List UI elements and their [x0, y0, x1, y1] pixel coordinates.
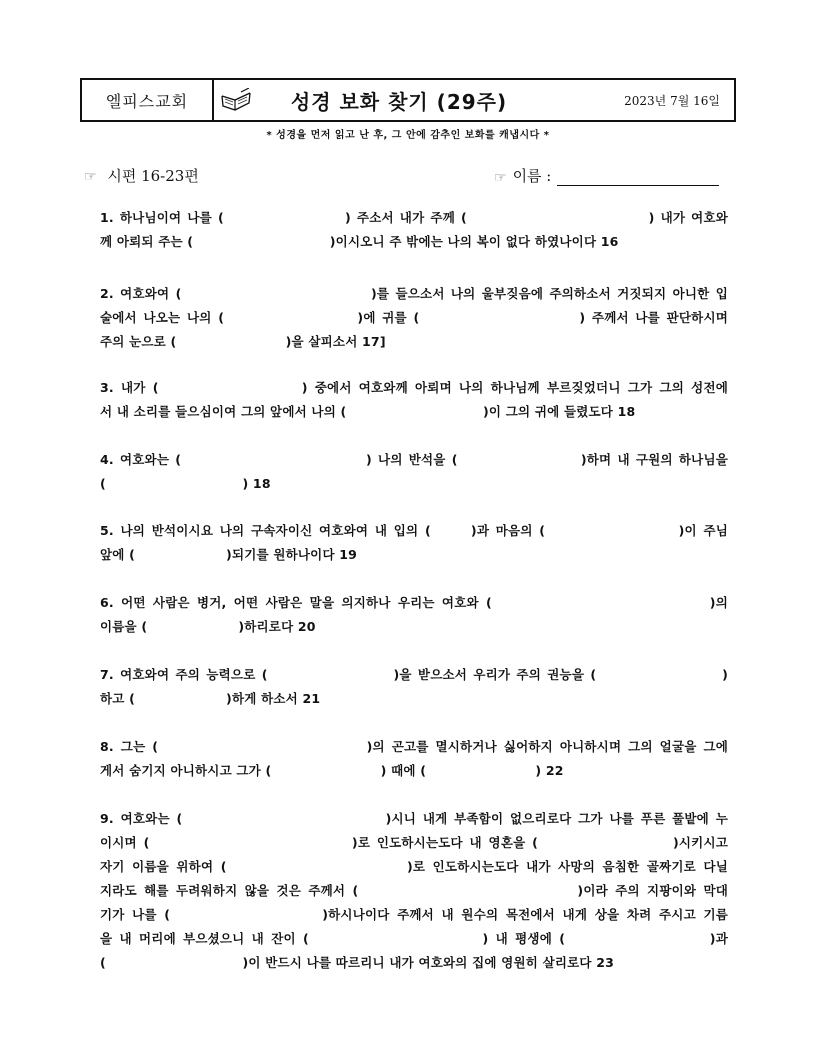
- church-name: 엘피스교회: [82, 80, 214, 120]
- question-1: [100, 206, 728, 254]
- worksheet-header: [80, 78, 736, 122]
- question-line: 2. 여호와여 ( )를 들으소서 나의 울부짖음에 주의하소서 거짓되지 아니한 입: [100, 286, 728, 301]
- question-line: 하고 ( )하게 하소서 21: [100, 691, 321, 706]
- question-line: 8. 그는 ( )의 곤고를 멸시하거나 싫어하지 아니하시며 그의 얼굴을 그에: [100, 739, 728, 754]
- question-line: 서 내 소리를 들으심이여 그의 앞에서 나의 ( )이 그의 귀에 들렸도다 18: [100, 404, 636, 419]
- question-line: ( )이 반드시 나를 따르리니 내가 여호와의 집에 영원히 살리로다 23: [100, 955, 615, 970]
- name-label: 이름 :: [512, 167, 552, 185]
- passage-reference: [84, 165, 199, 186]
- question-line: 이름을 ( )하리로다 20: [100, 619, 316, 634]
- instruction-text: * 성경을 먼저 읽고 난 후, 그 안에 감추인 보화를 캐냅시다 *: [266, 130, 550, 141]
- question-line: 게서 숨기지 아니하시고 그가 ( ) 때에 ( ) 22: [100, 763, 564, 778]
- question-7: [100, 663, 728, 711]
- question-line: 기가 나를 ( )하시나이다 주께서 내 원수의 목전에서 내게 상을 차려 주시고 기름: [100, 907, 728, 922]
- question-line: 자기 이름을 위하여 ( )로 인도하시는도다 내가 사망의 음침한 골짜기로 다닐: [100, 859, 728, 874]
- question-line: 6. 어떤 사람은 병거, 어떤 사람은 말을 의지하나 우리는 여호와 ( )의: [100, 595, 728, 610]
- worksheet-title: 성경 보화 찾기 (29주): [290, 89, 508, 114]
- name-blank-line[interactable]: [557, 167, 719, 186]
- name-field: [494, 165, 719, 186]
- question-6: [100, 591, 728, 639]
- question-line: 7. 여호와여 주의 능력으로 ( )을 받으소서 우리가 주의 권능을 ( ): [100, 667, 728, 682]
- pointing-hand-icon: ☞: [494, 170, 507, 186]
- question-line: 주의 눈으로 ( )을 살피소서 17]: [100, 334, 386, 349]
- question-line: 3. 내가 ( ) 중에서 여호와께 아뢰며 나의 하나님께 부르짖었더니 그가 그의 성전에: [100, 380, 728, 395]
- question-line: 께 아뢰되 주는 ( )이시오니 주 밖에는 나의 복이 없다 하였나이다 16: [100, 234, 619, 249]
- question-5: [100, 519, 728, 567]
- question-line: 술에서 나오는 나의 ( )에 귀를 ( ) 주께서 나를 판단하시며: [100, 310, 728, 325]
- question-line: 1. 하나님이여 나를 ( ) 주소서 내가 주께 ( ) 내가 여호와: [100, 210, 728, 225]
- open-book-icon: [214, 80, 258, 120]
- passage-text: 시편 16-23편: [107, 167, 199, 185]
- question-line: 5. 나의 반석이시요 나의 구속자이신 여호와여 내 입의 ( )과 마음의 ( )이 주님: [100, 523, 728, 538]
- question-line: ( ) 18: [100, 476, 271, 491]
- worksheet-date: 2023년 7월 16일: [624, 93, 720, 108]
- question-4: [100, 448, 728, 496]
- question-line: 앞에 ( )되기를 원하나이다 19: [100, 547, 358, 562]
- question-line: 지라도 해를 두려워하지 않을 것은 주께서 ( )이라 주의 지팡이와 막대: [100, 883, 728, 898]
- question-8: [100, 735, 728, 783]
- question-line: 이시며 ( )로 인도하시는도다 내 영혼을 ( )시키시고: [100, 835, 728, 850]
- question-2: [100, 282, 728, 354]
- question-line: 9. 여호와는 ( )시니 내게 부족함이 없으리로다 그가 나를 푸른 풀밭에 누: [100, 811, 728, 826]
- question-line: 을 내 머리에 부으셨으니 내 잔이 ( ) 내 평생에 ( )과: [100, 931, 728, 946]
- question-9: [100, 807, 728, 975]
- pointing-hand-icon: ☞: [84, 169, 97, 185]
- question-3: [100, 376, 728, 424]
- question-line: 4. 여호와는 ( ) 나의 반석을 ( )하며 내 구원의 하나님을: [100, 452, 728, 467]
